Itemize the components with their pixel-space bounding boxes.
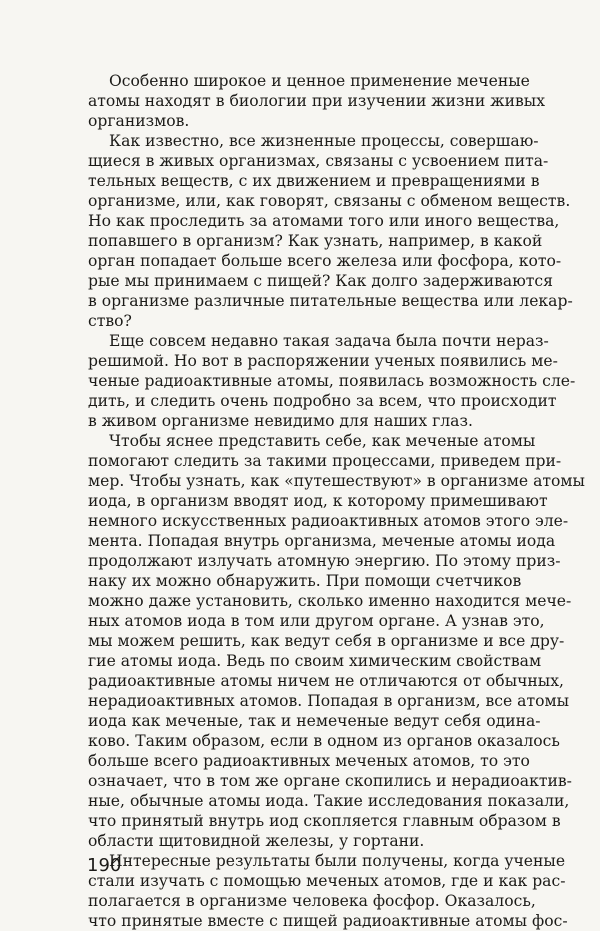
text-line: можно даже установить, сколько именно находится мече- [88, 592, 572, 610]
paragraph-4 [88, 431, 585, 851]
text-line: ство? [88, 312, 132, 330]
text-line: полагается в организме человека фосфор. Оказалось, [88, 892, 536, 910]
text-line: организмов. [88, 112, 190, 130]
text-line: Но как проследить за атомами того или иного вещества, [88, 212, 560, 230]
text-line: немного искусственных радиоактивных атомов этого эле- [88, 512, 569, 530]
text-line: что принятые вместе с пищей радиоактивные атомы фос- [88, 912, 568, 930]
text-line: помогают следить за такими процессами, приведем при- [88, 452, 562, 470]
text-line: в организме различные питательные вещества или лекар- [88, 292, 573, 310]
text-line: в живом организме невидимо для наших глаз. [88, 412, 473, 430]
text-line: иода, в организм вводят иод, к которому примешивают [88, 492, 548, 510]
text-line: стали изучать с помощью меченых атомов, где и как рас- [88, 872, 566, 890]
text-line: радиоактивные атомы ничем не отличаются от обычных, [88, 672, 564, 690]
text-line: больше всего радиоактивных меченых атомов, то это [88, 752, 530, 770]
text-line: Интересные результаты были получены, когда ученые [109, 852, 566, 870]
text-line: ные, обычные атомы иода. Такие исследования показали, [88, 792, 570, 810]
text-line: мер. Чтобы узнать, как «путешествуют» в организме атомы [88, 472, 585, 490]
text-line: иода как меченые, так и немеченые ведут себя одина- [88, 712, 541, 730]
text-line: продолжают излучать атомную энергию. По этому приз- [88, 552, 561, 570]
text-line: области щитовидной железы, у гортани. [88, 832, 425, 850]
page-body [88, 71, 585, 931]
text-line: Чтобы яснее представить себе, как меченые атомы [109, 432, 536, 450]
text-line: решимой. Но вот в распоряжении ученых появились ме- [88, 352, 558, 370]
text-line: что принятый внутрь иод скопляется главным образом в [88, 812, 561, 830]
text-line: Еще совсем недавно такая задача была почти нераз- [109, 332, 549, 350]
text-line: означает, что в том же органе скопились и нерадиоактив- [88, 772, 572, 790]
paragraph-3 [88, 331, 576, 431]
text-line: щиеся в живых организмах, связаны с усвоением пита- [88, 152, 549, 170]
text-line: Особенно широкое и ценное применение меченые [109, 72, 530, 90]
text-line: дить, и следить очень подробно за всем, что происходит [88, 392, 557, 410]
text-line: Как известно, все жизненные процессы, совершаю- [109, 132, 539, 150]
text-line: мы можем решить, как ведут себя в организме и все дру- [88, 632, 565, 650]
text-line: тельных веществ, с их движением и превращениями в [88, 172, 540, 190]
text-line: ченые радиоактивные атомы, появилась возможность сле- [88, 372, 576, 390]
text-line: наку их можно обнаружить. При помощи счетчиков [88, 572, 522, 590]
text-line: ных атомов иода в том или другом органе. А узнав это, [88, 612, 545, 630]
text-line: организме, или, как говорят, связаны с обменом веществ. [88, 192, 571, 210]
paragraph-2 [88, 131, 573, 331]
text-line: мента. Попадая внутрь организма, меченые атомы иода [88, 532, 556, 550]
paragraph-1 [88, 71, 546, 131]
text-line: атомы находят в биологии при изучении жизни живых [88, 92, 546, 110]
paragraph-5 [88, 851, 568, 931]
text-line: рые мы принимаем с пищей? Как долго задерживаются [88, 272, 553, 290]
text-line: гие атомы иода. Ведь по своим химическим свойствам [88, 652, 542, 670]
text-line: нерадиоактивных атомов. Попадая в организм, все атомы [88, 692, 570, 710]
text-line: попавшего в организм? Как узнать, например, в какой [88, 232, 543, 250]
text-line: орган попадает больше всего железа или фосфора, кото- [88, 252, 562, 270]
page-number: 190 [87, 855, 122, 876]
text-line: ково. Таким образом, если в одном из органов оказалось [88, 732, 560, 750]
